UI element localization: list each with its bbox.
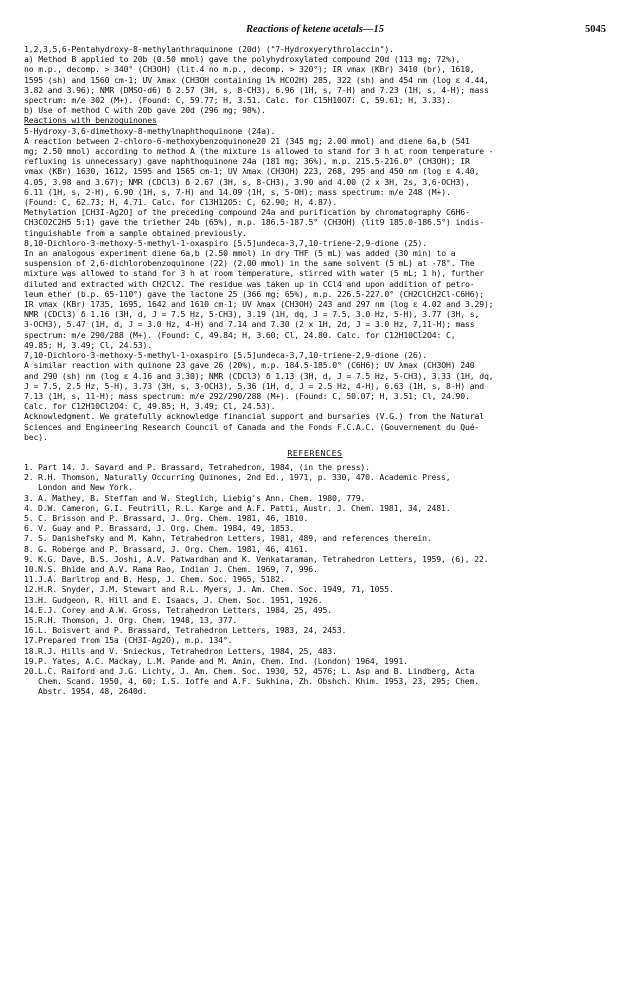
reference-item	[24, 523, 606, 533]
acknowledgment-line: Sciences and Engineering Research Council of Canada and the Fonds F.C.A.C. (Gouvernement du Qué-	[24, 421, 480, 432]
body-line: Methylation [CH3I-Ag2O] of the preceding compound 24a and purification by chromatography C6H6-	[24, 207, 470, 218]
reference-item	[24, 605, 606, 615]
reference-text: London and New York.	[38, 482, 133, 493]
reference-item	[24, 462, 606, 472]
reference-item	[24, 472, 606, 482]
reference-number: 11.	[24, 574, 39, 585]
reference-text: V. Guay and P. Brassard, J. Org. Chem. 1984, 49, 1853.	[38, 523, 295, 534]
compound-heading: 1,2,3,5,6-Pentahydroxy-8-methylanthraquinone (20d) ("7-Hydroxyerythrolaccin").	[24, 44, 394, 54]
body-line: a) Method B applied to 20b (0.50 mmol) gave the polyhydroxylated compound 20d (113 mg; 72%),	[24, 54, 461, 65]
reference-text: Prepared from 15a (CH3I-Ag2O), m.p. 134°.	[38, 635, 233, 646]
body-line: diluted and extracted with CH2Cl2. The residue was taken up in CCl4 and upon addition of petro-	[24, 278, 475, 289]
running-title: Reactions of ketene acetals—15	[246, 24, 384, 35]
body-line: b) Use of method C with 20b gave 20d (296 mg; 98%).	[24, 105, 266, 116]
running-header	[24, 22, 606, 38]
body-line: IR vmax (KBr) 1735, 1695, 1642 and 1610 cm-1; UV λmax (CH3OH) 243 and 297 nm (log ε 4.02 and 3.29);	[24, 299, 494, 310]
reference-item	[24, 656, 606, 666]
reference-number: 12.	[24, 584, 39, 595]
reference-text: Part 14. J. Savard and P. Brassard, Tetrahedron, 1984, (in the press).	[38, 461, 370, 472]
experimental-text	[24, 44, 606, 442]
reference-item	[24, 625, 606, 635]
reference-number: 5.	[24, 512, 34, 523]
reference-text: N.S. Bhide and A.V. Rama Rao, Indian J. Chem. 1969, 7, 996.	[38, 563, 318, 574]
body-line: 49.85; H, 3.49; Cl, 24.53).	[24, 339, 153, 350]
reference-number: 19.	[24, 655, 39, 666]
reference-item	[24, 635, 606, 645]
reference-text: Abstr. 1954, 48, 2640d.	[38, 686, 148, 697]
body-line: spectrum: m/e 302 (M+). (Found: C, 59.77; H, 3.51. Calc. for C15H10O7: C, 59.61; H, 3.33).	[24, 95, 451, 106]
reference-item	[24, 646, 606, 656]
reference-text: H.R. Snyder, J.M. Stewart and R.L. Myers, J. Am. Chem. Soc. 1949, 71, 1055.	[38, 584, 394, 595]
reference-number	[24, 482, 38, 492]
body-line: 4.05, 3.98 and 3.67); NMR (CDCl3) δ 2.67 (3H, s, 8-CH3), 3.90 and 4.00 (2 x 3H, 2s, 3,6-OCH3),	[24, 176, 470, 187]
journal-page	[24, 22, 606, 697]
reference-item	[24, 676, 606, 686]
reference-text: K.G. Dave, B.S. Joshi, A.V. Patwardhan and K. Venkataraman, Tetrahedron Letters, 1959, (6), 22.	[38, 553, 489, 564]
reference-text: Chem. Scand. 1950, 4, 60; I.S. Ioffe and A.F. Sukhina, Zh. Obshch. Khim. 1953, 23, 295; Chem.	[38, 676, 479, 687]
body-line: 3.82 and 3.96); NMR (DMSO-d6) δ 2.57 (3H, s, 8-CH3), 6.96 (1H, s, 7-H) and 7.23 (1H, s, 4-H); mass	[24, 84, 489, 95]
reference-text: S. Danishefsky and M. Kahn, Tetrahedron Letters, 1981, 489, and references therein.	[38, 533, 432, 544]
body-line: vmax (KBr) 1630, 1612, 1595 and 1565 cm-1; UV λmax (CH3OH) 223, 268, 295 and 450 nm (log ε 4.40,	[24, 166, 480, 177]
acknowledgment-line: bec).	[24, 431, 48, 442]
reference-number: 8.	[24, 543, 34, 554]
body-line: mixture was allowed to stand for 3 h at room temperature, stirred with water (5 mL; 1 h), further	[24, 268, 484, 279]
reference-number: 10.	[24, 563, 39, 574]
reference-number: 14.	[24, 604, 39, 615]
body-line: In an analogous experiment diene 6a,b (2.50 mmol) in dry THF (5 mL) was added (30 min) to a	[24, 248, 456, 259]
reference-item	[24, 533, 606, 543]
acknowledgment-line: Acknowledgment. We gratefully acknowledge financial support and bursaries (V.G.) from the Natural	[24, 411, 484, 422]
reference-item	[24, 584, 606, 594]
body-line: NMR (CDCl3) δ 1.16 (3H, d, J = 7.5 Hz, 5-CH3), 3.19 (1H, dq, J = 7.5, 3.0 Hz, 5-H), 3.77 (3H, s,	[24, 309, 480, 320]
body-line: Calc. for C12H10Cl2O4: C, 49.85; H, 3.49; Cl, 24.53).	[24, 401, 276, 412]
reference-text: J.A. Barltrop and B. Hesp, J. Chem. Soc. 1965, 5182.	[38, 574, 285, 585]
compound-heading: 7,10-Dichloro-3-methoxy-5-methyl-1-oxaspiro [5.5]undeca-3,7,10-triene-2,9-dione (26).	[24, 350, 428, 361]
reference-item	[24, 686, 606, 696]
body-line: leum ether (b.p. 65-110°) gave the lactone 25 (366 mg; 65%), m.p. 226.5-227.0° (CH2ClCH2Cl-C6H6);	[24, 288, 484, 299]
body-line: mg; 2.50 mmol) according to method A (the mixture is allowed to stand for 3 h at room temperature -	[24, 146, 494, 157]
reference-text: C. Brisson and P. Brassard, J. Org. Chem. 1981, 46, 1810.	[38, 512, 309, 523]
reference-item	[24, 574, 606, 584]
reference-number: 3.	[24, 492, 34, 503]
reference-item	[24, 666, 606, 676]
reference-text: E.J. Corey and A.W. Gross, Tetrahedron Letters, 1984, 25, 495.	[38, 604, 332, 615]
reference-number: 2.	[24, 472, 34, 483]
body-line: CH3CO2C2H5 5:1) gave the triether 24b (65%), m.p. 186.5-187.5° (CH3OH) (lit9 185.0-186.5°) indis-	[24, 217, 484, 228]
reference-number: 4.	[24, 502, 34, 513]
reference-number: 7.	[24, 533, 34, 544]
body-line: suspension of 2,6-dichlorobenzoquinone (22) (2.00 mmol) in the same solvent (5 mL) at -78°. The	[24, 258, 475, 269]
reference-number: 9.	[24, 553, 34, 564]
reference-text: R.H. Thomson, J. Org. Chem. 1948, 13, 377.	[38, 614, 238, 625]
body-line: (Found: C, 62.73; H, 4.71. Calc. for C13H12O5: C, 62.90; H, 4.87).	[24, 197, 337, 208]
reference-number: 16.	[24, 625, 39, 636]
reference-item	[24, 482, 606, 492]
reference-text: L.C. Raiford and J.G. Lichty, J. Am. Chem. Soc. 1930, 52, 4576; L. Asp and B. Lindberg, Acta	[38, 665, 475, 676]
reference-number: 13.	[24, 594, 39, 605]
body-line: 7.13 (1H, s, 11-H); mass spectrum: m/e 292/290/288 (M+). (Found: C, 50.07; H, 3.51; Cl, 24.90.	[24, 390, 470, 401]
reference-text: D.W. Cameron, G.I. Feutrill, R.L. Karge and A.F. Patti, Austr. J. Chem. 1981, 34, 2481.	[38, 502, 451, 513]
body-line: A similar reaction with quinone 23 gave 26 (20%), m.p. 184.5-185.0° (C6H6); UV λmax (CH3OH) 240	[24, 360, 475, 371]
reference-item	[24, 544, 606, 554]
reference-text: H. Gudgeon, R. Hill and E. Isaacs, J. Chem. Soc. 1951, 1926.	[38, 594, 323, 605]
reference-item	[24, 513, 606, 523]
reference-number	[24, 686, 38, 696]
reference-number: 6.	[24, 523, 34, 534]
body-line: and 290 (sh) nm (log ε 4.16 and 3.30); NMR (CDCl3) δ 1.13 (3H, d, J = 7.5 Hz, 5-CH3), 3.33 (1H, dq,	[24, 370, 494, 381]
reference-item	[24, 564, 606, 574]
reference-item	[24, 493, 606, 503]
reference-text: R.H. Thomson, Naturally Occurring Quinones, 2nd Ed., 1971, p. 330, 470. Academic Press,	[38, 472, 451, 483]
body-line: 3-OCH3), 5.47 (1H, d, J = 3.0 Hz, 4-H) and 7.14 and 7.30 (2 x 1H, 2d, J = 3.0 Hz, 7,11-H); mass	[24, 319, 475, 330]
body-line: A reaction between 2-chloro-6-methoxybenzoquinone20 21 (345 mg; 2.00 mmol) and diene 6a,b (541	[24, 135, 470, 146]
reference-number: 20.	[24, 665, 39, 676]
reference-text: P. Yates, A.C. Mackay, L.M. Pande and M. Amin, Chem. Ind. (London) 1964, 1991.	[38, 655, 408, 666]
compound-heading: 8,10-Dichloro-3-methoxy-5-methyl-1-oxaspiro [5.5]undeca-3,7,10-triene-2,9-dione (25).	[24, 237, 428, 248]
reference-text: G. Roberge and P. Brassard, J. Org. Chem. 1981, 46, 4161.	[38, 543, 309, 554]
body-line: 6.11 (1H, s, 2-H), 6.90 (1H, s, 7-H) and 14.09 (1H, s, 5-OH); mass spectrum: m/e 248 (M+).	[24, 186, 451, 197]
body-line: refluxing is unnecessary) gave naphthoquinone 24a (181 mg; 36%), m.p. 215.5-216.0° (CH3OH); IR	[24, 156, 470, 167]
reference-text: L. Boisvert and P. Brassard, Tetrahedron Letters, 1983, 24, 2453.	[38, 625, 347, 636]
reference-text: R.J. Hills and V. Snieckus, Tetrahedron Letters, 1984, 25, 483.	[38, 645, 337, 656]
body-line: J = 7.5, 2.5 Hz, 5-H), 3.73 (3H, s, 3-OCH3), 5.36 (1H, d, J = 2.5 Hz, 4-H), 6.63 (1H, s, 8-H) and	[24, 380, 484, 391]
reference-number: 1.	[24, 461, 34, 472]
page-number: 5045	[585, 24, 606, 35]
reference-item	[24, 503, 606, 513]
body-line: tinguishable from a sample obtained previously.	[24, 227, 247, 238]
body-line: 1595 (sh) and 1560 cm-1; UV λmax (CH3OH containing 1% HCO2H) 285, 322 (sh) and 454 nm (log ε 4.44,	[24, 74, 489, 85]
section-heading: Reactions with benzoquinones	[24, 115, 157, 126]
reference-item	[24, 554, 606, 564]
body-line: no m.p., decomp. > 340° (CH3OH) (lit.4 no m.p., decomp. > 320°); IR vmax (KBr) 3410 (br), 1610,	[24, 64, 475, 75]
reference-number: 18.	[24, 645, 39, 656]
reference-item	[24, 595, 606, 605]
reference-item	[24, 615, 606, 625]
references-heading: REFERENCES	[287, 447, 343, 458]
body-line: spectrum: m/e 290/288 (M+). (Found: C, 49.84; H, 3.60; Cl, 24.80. Calc. for C12H10Cl2O4: C,	[24, 329, 456, 340]
reference-list	[24, 462, 606, 697]
reference-text: A. Mathey, B. Steffan and W. Steglich, Liebig's Ann. Chem. 1980, 779.	[38, 492, 366, 503]
reference-number	[24, 676, 38, 686]
compound-heading: 5-Hydroxy-3,6-dimethoxy-8-methylnaphthoquinone (24a).	[24, 125, 276, 136]
reference-number: 15.	[24, 614, 39, 625]
reference-number: 17.	[24, 635, 39, 646]
